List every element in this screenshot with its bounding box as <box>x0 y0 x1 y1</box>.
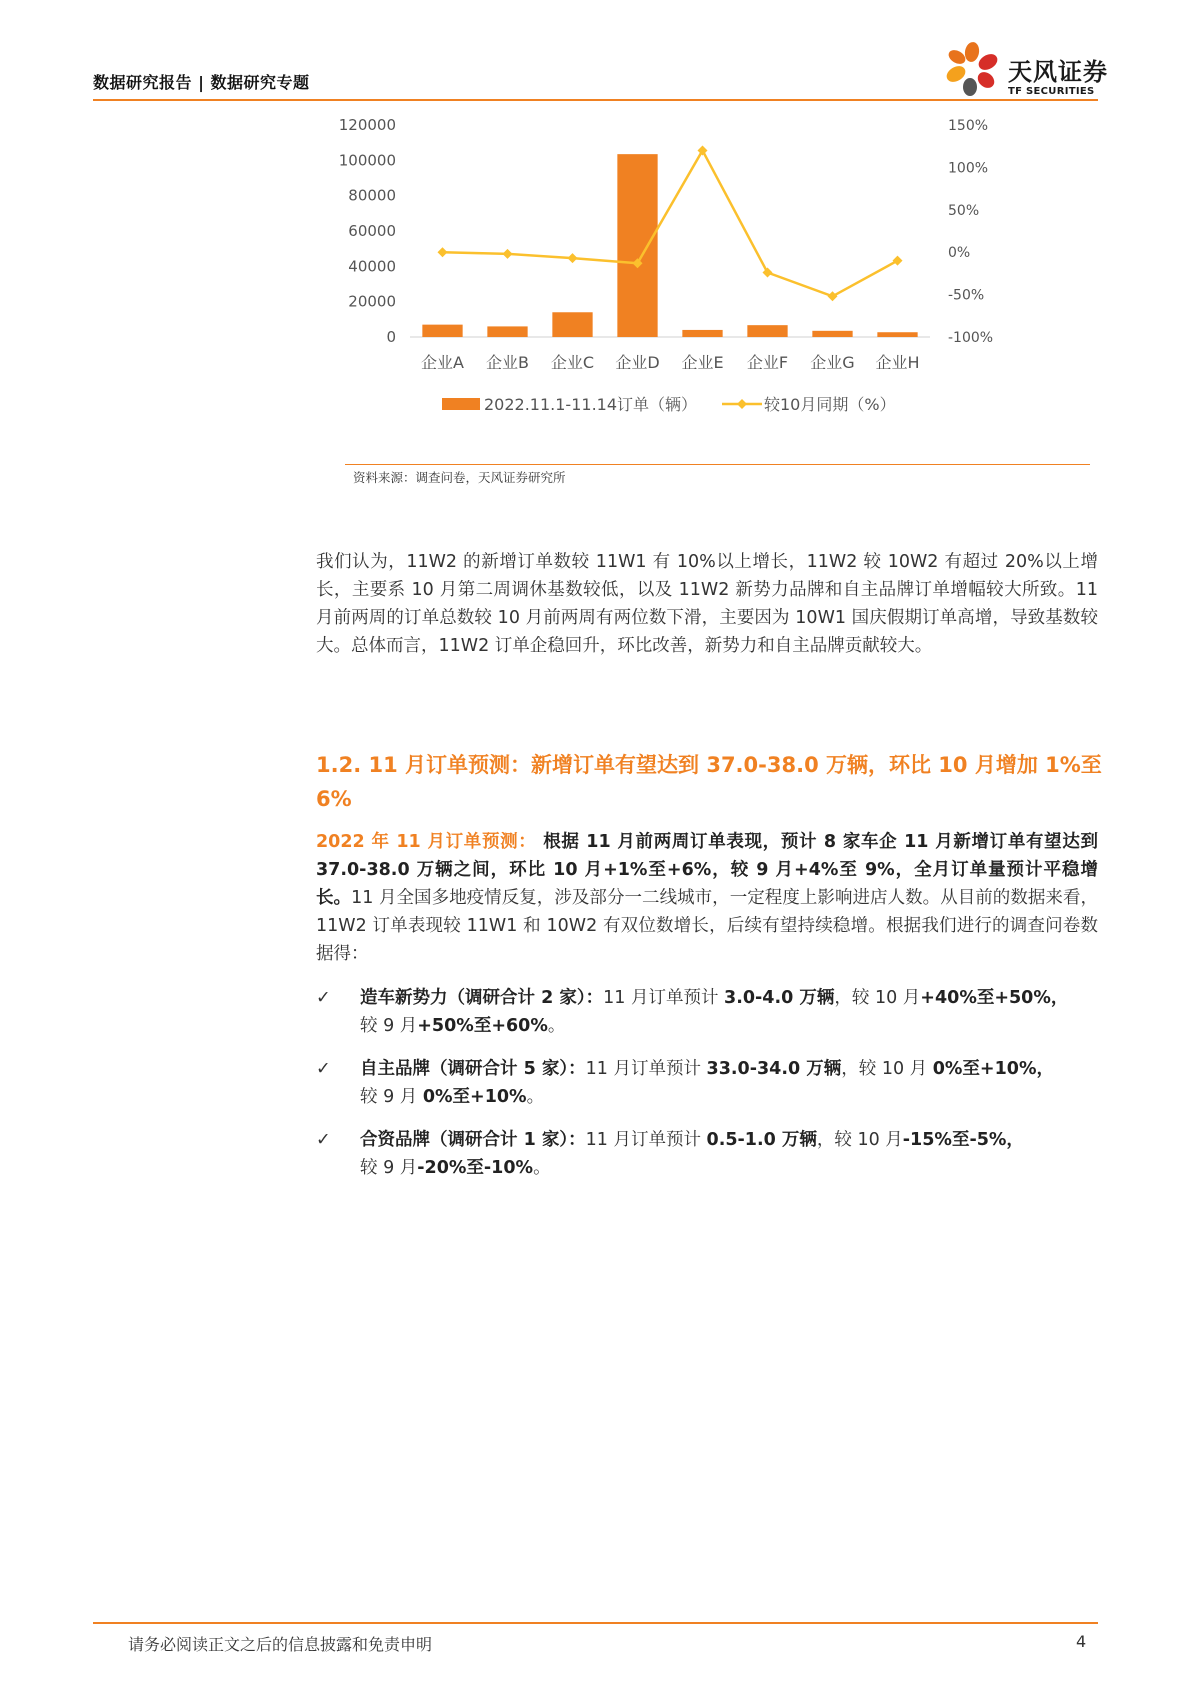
forecast-paragraph <box>316 828 1098 968</box>
bullet-text: ，较 10 月 <box>841 1059 933 1079</box>
x-tick-label: 企业H <box>875 353 920 372</box>
logo-petal-2 <box>975 69 998 91</box>
analysis-paragraph: 我们认为，11W2 的新增订单数较 11W1 有 10%以上增长，11W2 较 10W2 有超过 20%以上增长，主要系 10 月第二周调休基数较低，以及 11W2 新势力品牌和自主品牌订单增幅较大所致。11 月前两周的订单总数较 10 月前两周有两位数下滑，主要因为 10W1 国庆假期订单高增，导致基数较大。总体而言，11W2 订单企稳回升，环比改善，新势力和自主品牌贡献较大。 <box>316 552 1098 656</box>
bar-企业D <box>617 154 657 337</box>
section-title: 1.2. 11 月订单预测：新增订单有望达到 37.0-38.0 万辆，环比 10 月增加 1%至 6% <box>316 753 1102 811</box>
check-icon: ✓ <box>316 1059 331 1079</box>
y-right-tick-label: -50% <box>948 287 985 304</box>
legend-line-marker <box>737 399 747 409</box>
x-tick-label: 企业D <box>615 353 660 372</box>
bullet-text: ，较 10 月 <box>834 988 921 1008</box>
line-point-企业E <box>698 145 708 155</box>
logo-cn-text: 天风证券 <box>1008 58 1108 86</box>
bullet-item-domestic-brands <box>316 1055 1098 1111</box>
line-point-企业B <box>503 249 513 259</box>
legend-line-label: 较10月同期（%） <box>764 395 896 414</box>
bullet-text: 较 9 月 <box>360 1087 423 1107</box>
line-series-yoy <box>443 150 898 296</box>
bullet-text: 较 9 月 <box>360 1158 418 1178</box>
logo-petal-3 <box>963 78 977 96</box>
y-left-tick-label: 40000 <box>348 257 396 276</box>
bullet-text: 11 月订单预计 <box>603 988 725 1008</box>
bullet-text: ，较 10 月 <box>816 1130 903 1150</box>
logo-en-text: TF SECURITIES <box>1008 86 1095 97</box>
report-header-title: 数据研究报告 | 数据研究专题 <box>93 73 310 92</box>
bar-企业B <box>487 326 527 337</box>
bullet-text: 。 <box>547 1016 566 1036</box>
line-point-企业G <box>828 291 838 301</box>
bullet-value: 0.5-1.0 万辆 <box>706 1130 817 1150</box>
y-right-tick-label: -100% <box>948 330 994 346</box>
chart-source: 资料来源：调查问卷，天风证券研究所 <box>353 470 566 485</box>
y-right-tick-label: 0% <box>948 245 971 262</box>
bullet-value: 33.0-34.0 万辆 <box>706 1059 842 1079</box>
bullet-text: 。 <box>533 1158 551 1178</box>
forecast-lead: 2022 年 11 月订单预测： <box>316 832 537 852</box>
bullet-item-new-forces <box>316 984 1098 1040</box>
legend-bar-label: 2022.11.1-11.14订单（辆） <box>484 395 698 414</box>
bar-企业E <box>682 330 722 337</box>
line-point-企业F <box>763 268 773 278</box>
bullet-value: -20%至-10% <box>417 1158 534 1178</box>
orders-chart-svg <box>330 115 1090 460</box>
bullet-value: +40%至+50%， <box>920 988 1069 1008</box>
line-point-企业H <box>893 256 903 266</box>
x-tick-label: 企业G <box>810 353 855 372</box>
y-left-tick-label: 20000 <box>348 292 396 311</box>
footer-divider <box>93 1622 1098 1624</box>
y-left-tick-label: 80000 <box>348 186 396 205</box>
bar-企业A <box>422 325 462 337</box>
y-right-tick-label: 150% <box>948 118 989 134</box>
bullet-value: -15%至-5%， <box>902 1130 1024 1150</box>
forecast-rest: 11 月全国多地疫情反复，涉及部分一二线城市，一定程度上影响进店人数。从目前的数据来看，11W2 订单表现较 11W1 和 10W2 有双位数增长，后续有望持续稳增。根据我们进行的调查问卷数据得： <box>316 888 1098 964</box>
y-left-tick-label: 120000 <box>338 116 396 134</box>
logo-petal-5 <box>946 47 968 66</box>
y-right-tick-label: 100% <box>948 160 989 177</box>
x-tick-label: 企业E <box>681 353 724 372</box>
bullet-label: 造车新势力（调研合计 2 家）： <box>360 988 604 1008</box>
bullet-label: 自主品牌（调研合计 5 家）： <box>360 1059 586 1079</box>
line-point-企业C <box>568 253 578 263</box>
bullet-value: 0%至+10% <box>422 1087 527 1107</box>
bullet-value: +50%至+60% <box>417 1016 548 1036</box>
y-left-tick-label: 100000 <box>338 151 396 170</box>
forecast-bold: 根据 11 月前两周订单表现，预计 8 家车企 11 月新增订单有望达到 37.0-38.0 万辆之间，环比 10 月+1%至+6%，较 9 月+4%至 9%，全月订单量预计平稳增长。 <box>316 832 1098 908</box>
bullet-label: 合资品牌（调研合计 1 家）： <box>360 1130 586 1150</box>
bar-企业C <box>552 312 592 337</box>
bar-企业G <box>812 331 852 337</box>
bullet-text: 11 月订单预计 <box>585 1059 707 1079</box>
line-point-企业A <box>438 247 448 257</box>
logo-petal-0 <box>963 41 980 63</box>
x-tick-label: 企业B <box>486 353 529 372</box>
check-icon: ✓ <box>316 988 331 1008</box>
bar-企业F <box>747 325 787 337</box>
bullet-text: 。 <box>526 1087 545 1107</box>
bullet-item-joint-ventures <box>316 1126 1098 1182</box>
y-left-tick-label: 60000 <box>348 222 396 240</box>
x-tick-label: 企业A <box>421 353 464 372</box>
logo-petal-1 <box>976 51 1000 73</box>
y-right-tick-label: 50% <box>948 202 980 219</box>
bullet-value: 0%至+10%， <box>932 1059 1054 1079</box>
source-divider <box>345 464 1090 465</box>
logo-flower-icon <box>944 41 1000 96</box>
bullet-text: 较 9 月 <box>360 1016 418 1036</box>
bullet-value: 3.0-4.0 万辆 <box>724 988 835 1008</box>
x-tick-label: 企业F <box>746 353 789 372</box>
bullet-text: 11 月订单预计 <box>585 1130 707 1150</box>
orders-chart <box>330 115 1090 460</box>
legend-bar-swatch <box>442 398 480 410</box>
header-divider <box>93 99 1098 101</box>
page-number: 4 <box>1076 1632 1087 1651</box>
bar-企业H <box>877 332 917 337</box>
check-icon: ✓ <box>316 1130 331 1150</box>
x-tick-label: 企业C <box>550 353 595 372</box>
footer-disclaimer: 请务必阅读正文之后的信息披露和免责申明 <box>128 1635 433 1654</box>
y-left-tick-label: 0 <box>386 328 396 346</box>
